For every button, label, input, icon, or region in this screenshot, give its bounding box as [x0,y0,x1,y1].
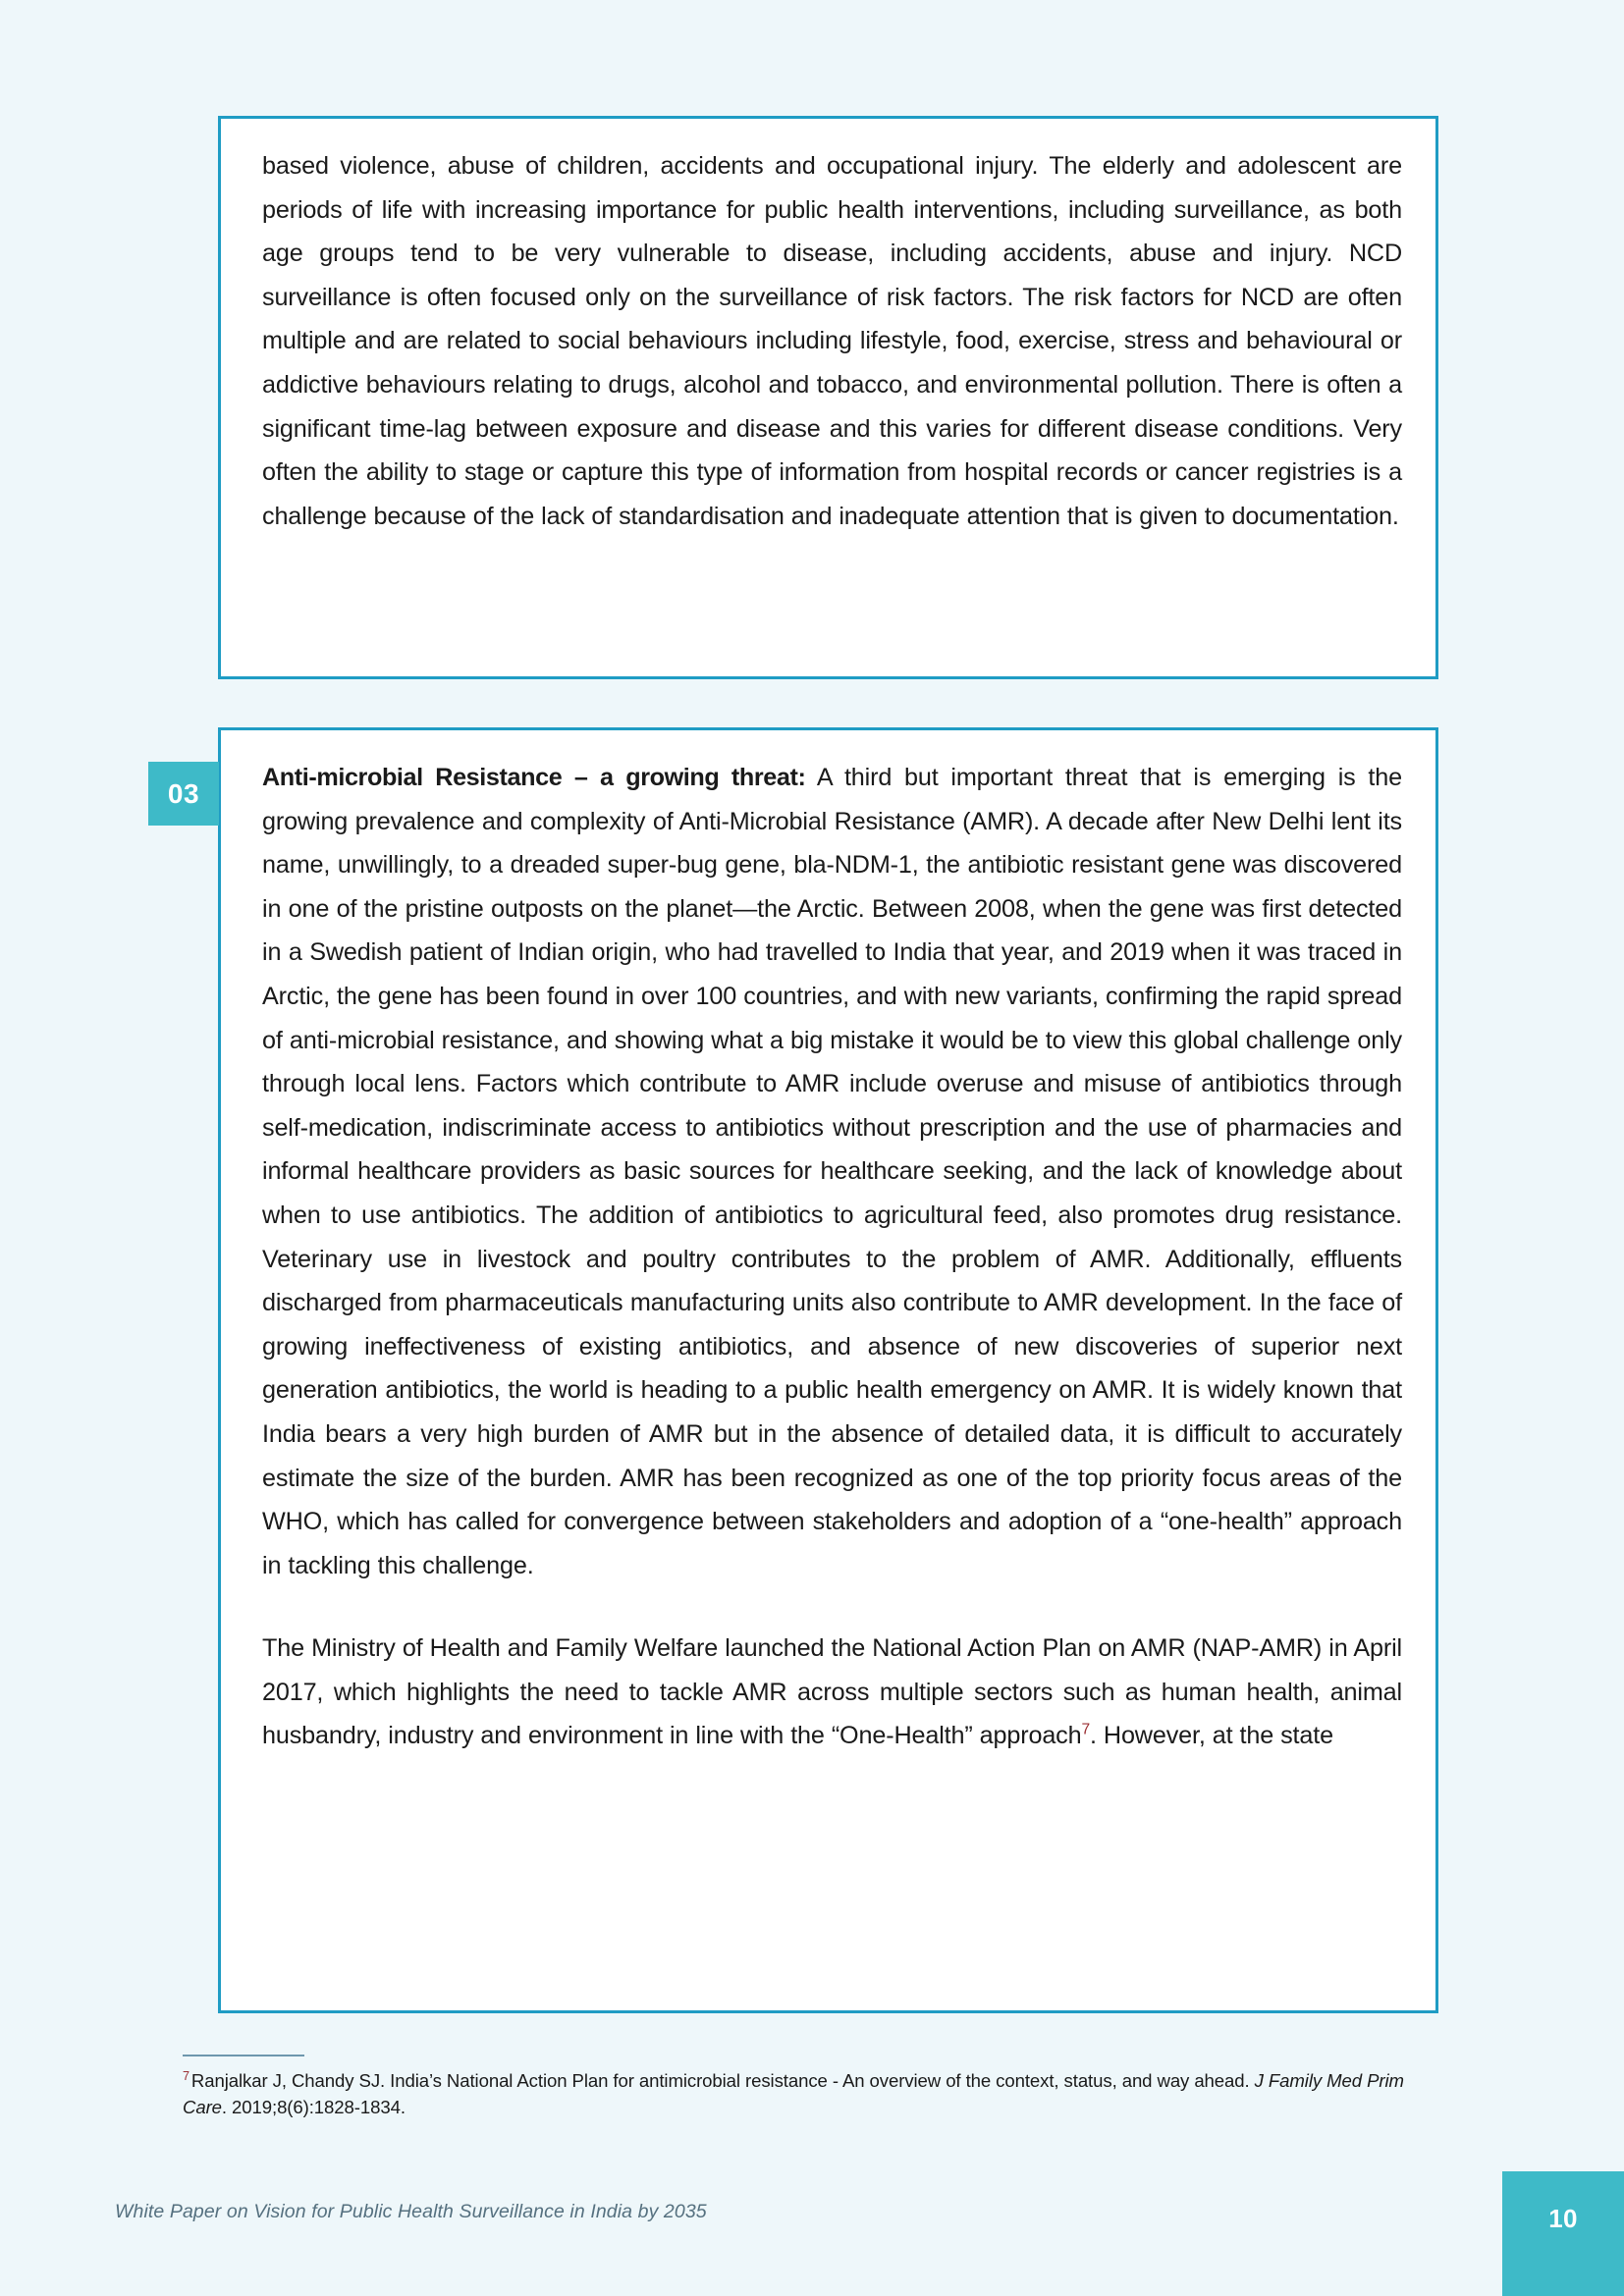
page-number-block [1502,2171,1624,2296]
paragraph-nap-amr-tail: . However, at the state [1090,1722,1333,1750]
paragraph-amr-main-text: A third but important threat that is emerging is the growing prevalence and complexity of Anti-Microbial Resistance (AMR). A decade after New Delhi lent its name, unwillingly, to a dreaded super-bug gene, bla-NDM-1, the antibiotic resistant gene was discovered in one of the pristine outposts on the planet—the Arctic. Between 2008, when the gene was first detected in a Swedish patient of Indian origin, who had travelled to India that year, and 2019 when it was traced in Arctic, the gene has been found in over 100 countries, and with new variants, confirming the rapid spread of anti-microbial resistance, and showing what a big mistake it would be to view this global challenge only through local lens. Factors which contribute to AMR include overuse and misuse of antibiotics through self-medication, indiscriminate access to antibiotics without prescription and the use of pharmacies and informal healthcare providers as basic sources for healthcare seeking, and the lack of knowledge about when to use antibiotics. The addition of antibiotics to agricultural feed, also promotes drug resistance. Veterinary use in livestock and poultry contributes to the problem of AMR. Additionally, effluents discharged from pharmaceuticals manufacturing units also contribute to AMR development. In the face of growing ineffectiveness of existing antibiotics, and absence of new discoveries of superior next generation antibiotics, the world is heading to a public health emergency on AMR. It is widely known that India bears a very high burden of AMR but in the absence of detailed data, it is difficult to accurately estimate the size of the burden. AMR has been recognized as one of the top priority focus areas of the WHO, which has called for convergence between stakeholders and adoption of a “one-health” approach in tackling this challenge. [262,764,1402,1579]
section-heading-amr: Anti-microbial Resistance – a growing threat: [262,764,806,791]
paragraph-nap-amr [262,1627,1402,1758]
content-box-continuation [218,116,1438,679]
footnote-journal-name: J Family Med Prim Care [183,2070,1404,2117]
paragraph-ncd-surveillance: based violence, abuse of children, accidents and occupational injury. The elderly and adolescent are periods of life with increasing importance for public health interventions, including surveillance, as both age groups tend to be very vulnerable to disease, including accidents, abuse and injury. NCD surveillance is often focused only on the surveillance of risk factors. The risk factors for NCD are often multiple and are related to social behaviours including lifestyle, food, exercise, stress and behavioural or addictive behaviours relating to drugs, alcohol and tobacco, and environmental pollution. There is often a significant time-lag between exposure and disease and this varies for different disease conditions. Very often the ability to stage or capture this type of information from hospital records or cancer registries is a challenge because of the lack of standardisation and inadequate attention that is given to documentation. [262,152,1402,530]
footnote-reference-marker[interactable]: 7 [1081,1722,1091,1739]
footnote-separator-rule [183,2055,304,2056]
section-number-badge [148,762,219,826]
paragraph-nap-amr-text: The Ministry of Health and Family Welfare launched the National Action Plan on AMR (NAP-AMR) in April 2017, which highlights the need to tackle AMR across multiple sectors such as human health, animal husbandry, industry and environment in line with the “One-Health” approach [262,1634,1402,1750]
footnote-citation-text: Ranjalkar J, Chandy SJ. India’s National Action Plan for antimicrobial resistance - An overview of the context, status, and way ahead. [190,2070,1255,2091]
footnote-entry [183,2067,1449,2120]
footnote-citation-tail: . 2019;8(6):1828-1834. [221,2097,406,2117]
section-number-label: 03 [167,777,200,809]
content-box-amr-inner [221,730,1435,1784]
paragraph-amr-main [262,756,1402,1587]
footer-running-title: White Paper on Vision for Public Health Surveillance in India by 2035 [115,2201,707,2222]
footnote-number: 7 [183,2068,189,2083]
footnote-area [183,2055,1449,2120]
content-box-amr [218,727,1438,2013]
content-box-continuation-inner [221,119,1435,563]
page-number-label: 10 [1548,2204,1578,2233]
